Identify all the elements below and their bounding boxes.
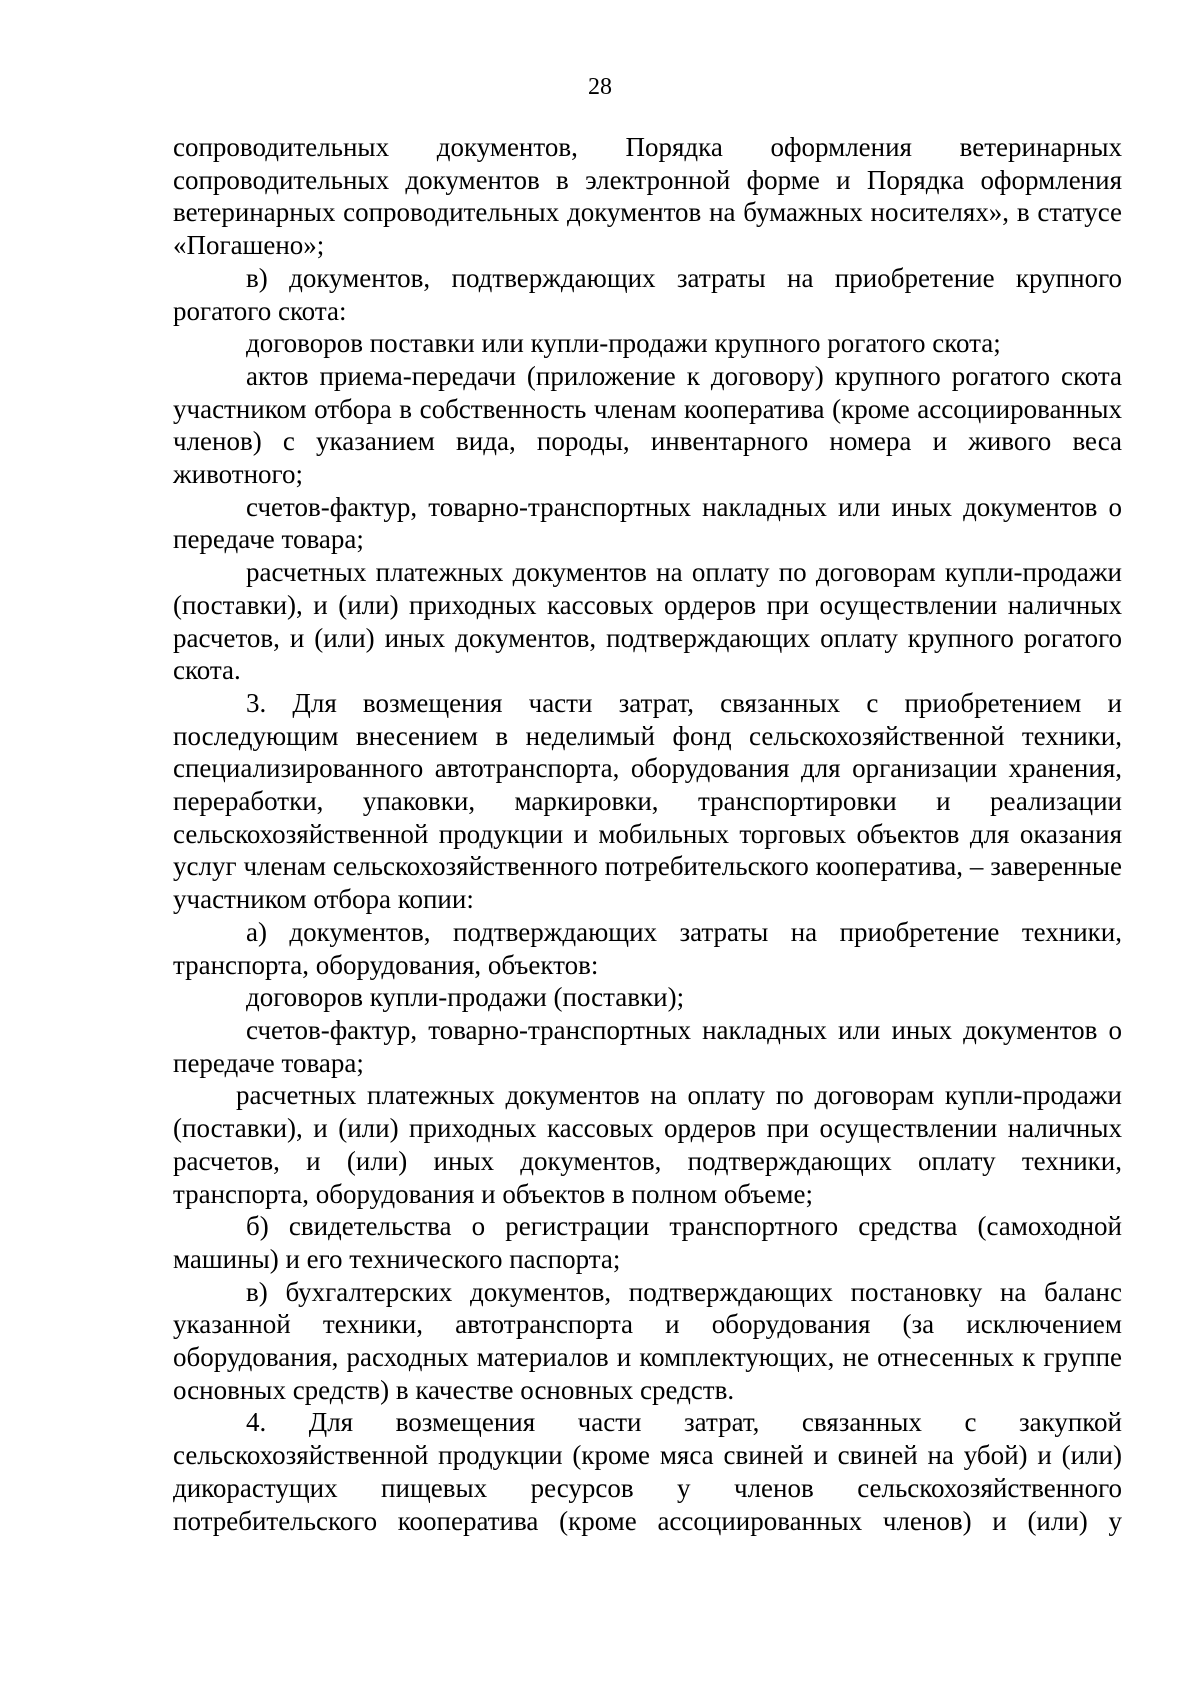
paragraph: расчетных платежных документов на оплату по договорам купли-продажи (поставки), и (или) приходных кассовых ордеров при осуществлении наличных расчетов, и (или) иных документов, подтверждающих оплату крупного рогатого скота. <box>173 557 1122 686</box>
paragraph: счетов-фактур, товарно-транспортных накладных или иных документов о передаче товара; <box>173 1014 1122 1078</box>
paragraph: сопроводительных документов, Порядка оформления ветеринарных сопроводительных документов в электронной форме и Порядка оформления ветеринарных сопроводительных документов на бумажных носителях», в статусе «Погашено»; <box>173 132 1122 261</box>
paragraph: б) свидетельства о регистрации транспортного средства (самоходной машины) и его технического паспорта; <box>173 1211 1122 1274</box>
document-body <box>173 131 1122 1537</box>
paragraph: 3. Для возмещения части затрат, связанных с приобретением и последующим внесением в неделимый фонд сельскохозяйственной техники, специализированного автотранспорта, оборудования для организации хранения, переработки, упаковки, маркировки, транспортировки и реализации сельскохозяйственной продукции и мобильных торговых объектов для оказания услуг членам сельскохозяйственного потребительского кооператива, – заверенные участником отбора копии: <box>173 687 1122 915</box>
paragraph: а) документов, подтверждающих затраты на приобретение техники, транспорта, оборудования, объектов: <box>173 916 1122 980</box>
paragraph: актов приема-передачи (приложение к договору) крупного рогатого скота участником отбора в собственность членам кооператива (кроме ассоциированных членов) с указанием вида, породы, инвентарного номера и живого веса животного; <box>173 360 1122 490</box>
paragraph: расчетных платежных документов на оплату по договорам купли-продажи (поставки), и (или) приходных кассовых ордеров при осуществлении наличных расчетов, и (или) иных документов, подтверждающих оплату техники, транспорта, оборудования и объектов в полном объеме; <box>173 1080 1122 1209</box>
paragraph: в) бухгалтерских документов, подтверждающих постановку на баланс указанной техники, автотранспорта и оборудования (за исключением оборудования, расходных материалов и комплектующих, не отнесенных к группе основных средств) в качестве основных средств. <box>173 1276 1122 1405</box>
paragraph: в) документов, подтверждающих затраты на приобретение крупного рогатого скота: <box>173 262 1122 326</box>
paragraph: договоров поставки или купли-продажи крупного рогатого скота; <box>246 328 1001 359</box>
paragraph: счетов-фактур, товарно-транспортных накладных или иных документов о передаче товара; <box>173 491 1122 555</box>
paragraph: 4. Для возмещения части затрат, связанных с закупкой сельскохозяйственной продукции (кроме мяса свиней и свиней на убой) и (или) дикорастущих пищевых ресурсов у членов сельскохозяйственного потребительского кооператива (кроме ассоциированных членов) и (или) у <box>173 1407 1122 1536</box>
paragraph: договоров купли-продажи (поставки); <box>246 982 685 1013</box>
page-number: 28 <box>588 74 612 100</box>
